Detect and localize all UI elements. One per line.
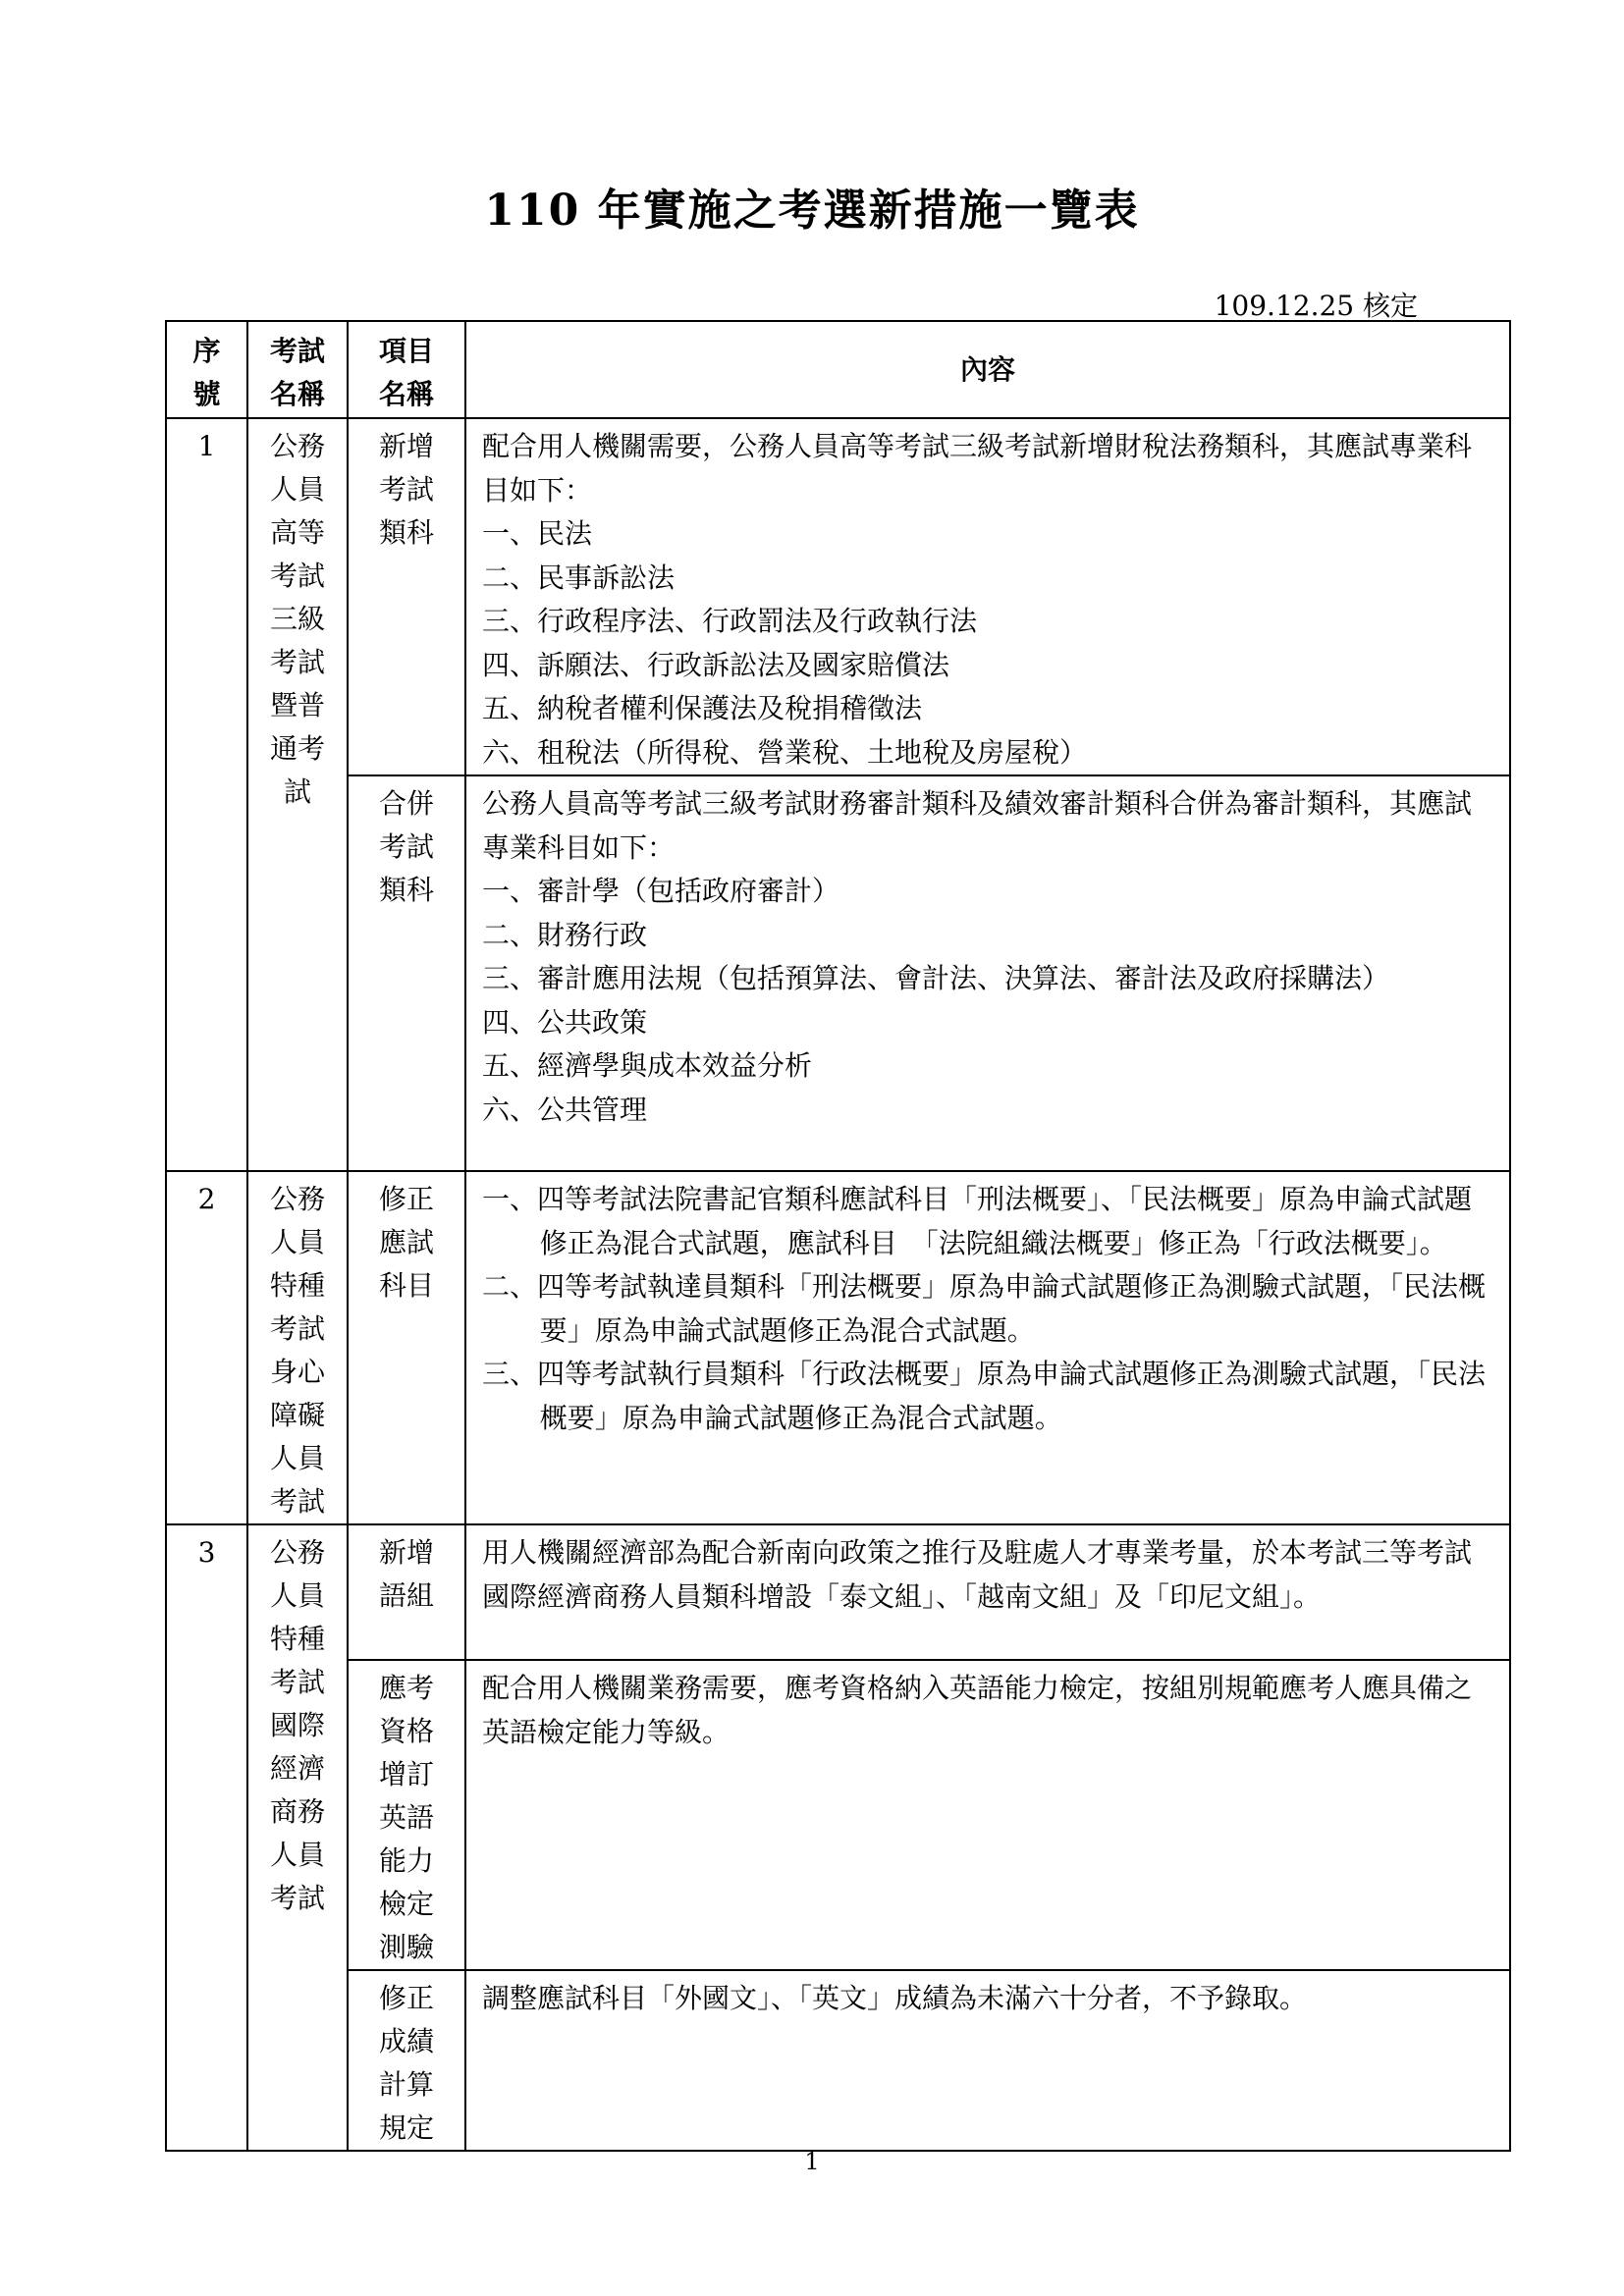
page-number: 1	[804, 2148, 820, 2175]
row-content: 配合用人機關業務需要，應考資格納入英語能力檢定，按組別規範應考人應具備之英語檢定能力等級。	[465, 1660, 1510, 1970]
table-row	[166, 1171, 1510, 1524]
table-row	[166, 1970, 1510, 2151]
row-content: 一、四等考試法院書記官類科應試科目「刑法概要」、「民法概要」原為申論式試題修正為混合式試題，應試科目 「法院組織法概要」修正為「行政法概要」。 二、四等考試執達員類科「刑法概要」原為申論式試題修正為測驗式試題，「民法概要」原為申論式試題修正為混合式試題。 三、四等考試執行員類科「行政法概要」原為申論式試題修正為測驗式試題，「民法概要」原為申論式試題修正為混合式試題。	[465, 1171, 1510, 1524]
row-exam: 公務人員高等考試三級考試暨普通考試	[247, 418, 348, 1171]
row-item: 修正成績計算規定	[348, 1970, 465, 2151]
row-item: 修正應試科目	[348, 1171, 465, 1524]
row-seq: 2	[166, 1171, 247, 1524]
row-content: 用人機關經濟部為配合新南向政策之推行及駐處人才專業考量，於本考試三等考試國際經濟商務人員類科增設「泰文組」、「越南文組」及「印尼文組」。	[465, 1524, 1510, 1660]
row-exam: 公務人員特種考試身心障礙人員考試	[247, 1171, 348, 1524]
table-row	[166, 1660, 1510, 1970]
page-title: 110 年實施之考選新措施一覽表	[484, 186, 1140, 236]
row-exam: 公務人員特種考試國際經濟商務人員考試	[247, 1524, 348, 2151]
measures-table	[165, 320, 1511, 2152]
row-item: 應考資格增訂英語能力檢定測驗	[348, 1660, 465, 1970]
header-seq: 序號	[166, 321, 247, 418]
row-content: 公務人員高等考試三級考試財務審計類科及績效審計類科合併為審計類科，其應試專業科目如下： 一、審計學（包括政府審計） 二、財務行政 三、審計應用法規（包括預算法、會計法、決算法、審計法及政府採購法） 四、公共政策 五、經濟學與成本效益分析 六、公共管理	[465, 775, 1510, 1171]
row-content: 配合用人機關需要，公務人員高等考試三級考試新增財稅法務類科，其應試專業科目如下： 一、民法 二、民事訴訟法 三、行政程序法、行政罰法及行政執行法 四、訴願法、行政訴訟法及國家賠償法 五、納稅者權利保護法及稅捐稽徵法 六、租稅法（所得稅、營業稅、土地稅及房屋稅）	[465, 418, 1510, 775]
row-item: 新增考試類科	[348, 418, 465, 775]
table-header-row	[166, 321, 1510, 418]
row-item: 合併考試類科	[348, 775, 465, 1171]
row-seq: 1	[166, 418, 247, 1171]
row-seq: 3	[166, 1524, 247, 2151]
table-row	[166, 418, 1510, 775]
row-content: 調整應試科目「外國文」、「英文」成績為未滿六十分者，不予錄取。	[465, 1970, 1510, 2151]
row-item: 新增語組	[348, 1524, 465, 1660]
header-exam: 考試名稱	[247, 321, 348, 418]
approval-date: 109.12.25 核定	[1214, 290, 1418, 322]
header-item: 項目名稱	[348, 321, 465, 418]
header-content: 內容	[465, 321, 1510, 418]
table-row	[166, 1524, 1510, 1660]
table-row	[166, 775, 1510, 1171]
